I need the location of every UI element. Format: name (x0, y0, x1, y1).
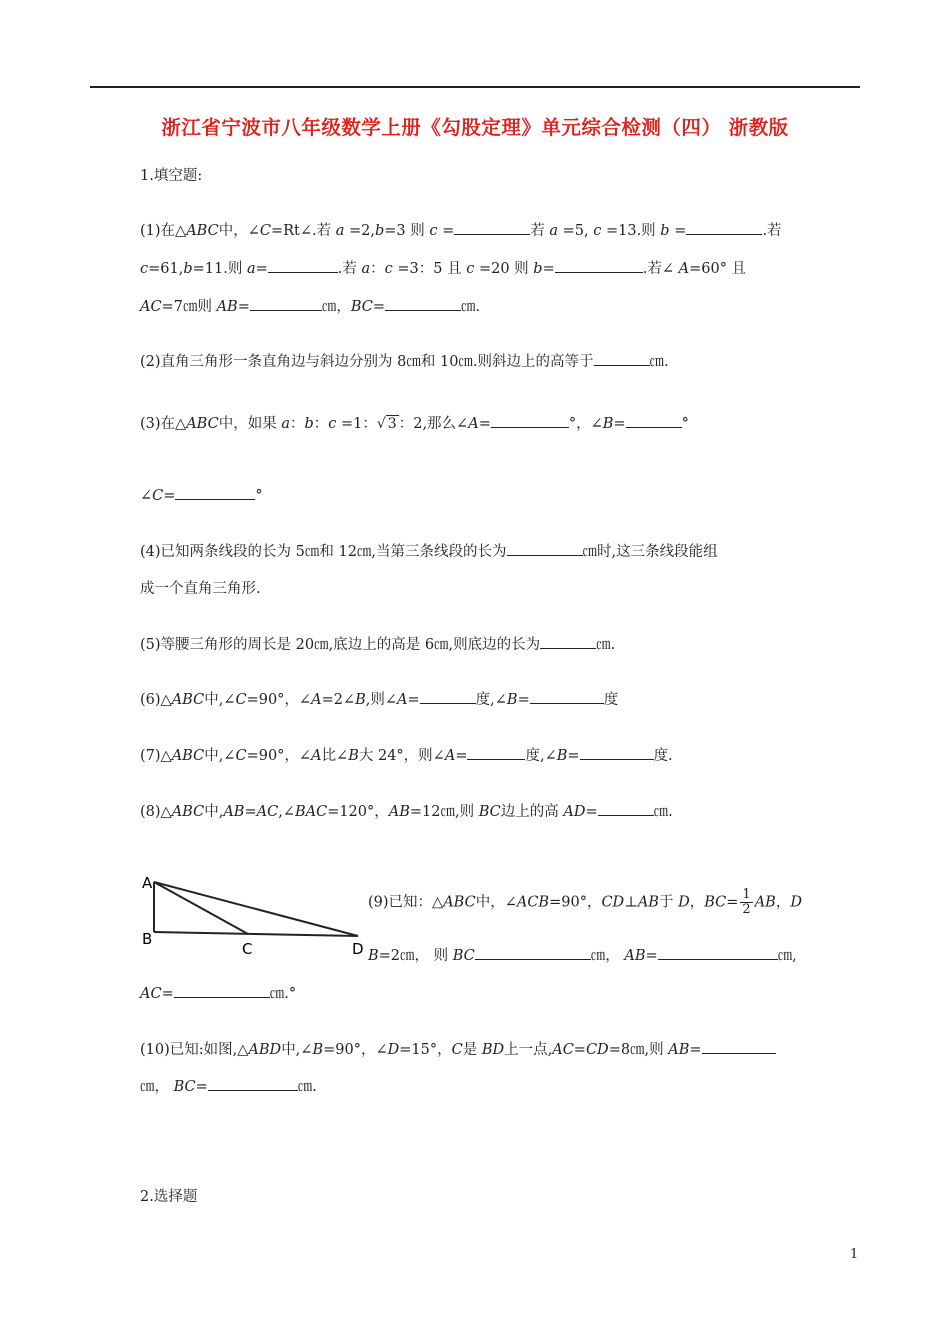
answer-blank[interactable] (250, 296, 322, 311)
question-4-line-1: (4)已知两条线段的长为 5㎝和 12㎝,当第三条线段的长为 ㎝时,这三条线段能组 (140, 541, 718, 562)
header-rule (90, 86, 860, 88)
question-9-line-2: B=2㎝， 则 BC ㎝， AB= ㎝, (368, 945, 797, 966)
sqrt-symbol: √ 3 (376, 416, 397, 432)
question-1-line-3: AC=7㎝则 AB= ㎝，BC= ㎝. (140, 296, 480, 317)
label-b: B (142, 930, 153, 948)
label-d: D (352, 940, 364, 958)
answer-blank[interactable] (208, 1076, 298, 1091)
question-9-line-1: (9)已知：△ABC中，∠ACB=90°，CD⊥AB于 D，BC= $\frac{1}{2}$ AB，D (368, 887, 802, 917)
answer-blank[interactable] (175, 485, 255, 500)
answer-blank[interactable] (385, 296, 461, 311)
question-6: (6)△ABC中,∠C=90°，∠A=2∠B,则∠A= 度,∠B= 度 (140, 689, 618, 710)
question-5: (5)等腰三角形的周长是 20㎝,底边上的高是 6㎝,则底边的长为 ㎝. (140, 634, 615, 655)
question-2: (2)直角三角形一条直角边与斜边分别为 8㎝和 10㎝.则斜边上的高等于 ㎝. (140, 351, 669, 372)
question-10-line-2: ㎝， BC= ㎝. (140, 1076, 317, 1097)
label-c: C (242, 940, 253, 958)
answer-blank[interactable] (507, 541, 583, 556)
answer-blank[interactable] (702, 1039, 776, 1054)
question-3-line-2: ∠C= ° (140, 485, 263, 506)
answer-blank[interactable] (467, 745, 525, 760)
answer-blank[interactable] (454, 220, 530, 235)
triangle-figure (140, 872, 372, 962)
section-multiple-choice: 2.选择题 (140, 1189, 198, 1205)
answer-blank[interactable] (686, 220, 762, 235)
page-title: 浙江省宁波市八年级数学上册《勾股定理》单元综合检测（四） 浙教版 (161, 116, 789, 139)
answer-blank[interactable] (475, 945, 591, 960)
question-7: (7)△ABC中,∠C=90°，∠A比∠B大 24°，则∠A= 度,∠B= 度. (140, 745, 673, 766)
question-1-line-1: (1)在△ABC中，∠C=Rt∠.若 a =2,b=3 则 c = 若 a =5, c =13.则 b = .若 (140, 220, 781, 241)
answer-blank[interactable] (580, 745, 654, 760)
answer-blank[interactable] (420, 689, 476, 704)
answer-blank[interactable] (598, 801, 654, 816)
label-a: A (142, 874, 153, 892)
segment-ac (154, 882, 248, 934)
answer-blank[interactable] (491, 413, 569, 428)
answer-blank[interactable] (555, 258, 643, 273)
answer-blank[interactable] (658, 945, 778, 960)
section-fill-blank: 1.填空题: (140, 168, 203, 184)
question-10-line-1: (10)已知:如图,△ABD中,∠B=90°，∠D=15°，C是 BD上一点,AC=CD=8㎝,则 AB= (140, 1039, 776, 1060)
answer-blank[interactable] (626, 413, 682, 428)
segment-ad (154, 882, 358, 936)
answer-blank[interactable] (530, 689, 604, 704)
answer-blank[interactable] (174, 983, 270, 998)
question-3-line-1: (3)在△ABC中，如果 a：b：c =1：√ 3 ：2,那么∠A= °，∠B= ° (140, 413, 689, 434)
question-1-line-2: c=61,b=11.则 a= .若 a：c =3：5 且 c =20 则 b= .若∠ A=60° 且 (140, 258, 746, 279)
question-8: (8)△ABC中,AB=AC,∠BAC=120°，AB=12㎝,则 BC边上的高 AD= ㎝. (140, 801, 673, 822)
fraction-one-half: $\frac{1}{2}$ (742, 887, 751, 917)
answer-blank[interactable] (594, 351, 650, 366)
page-number: 1 (850, 1247, 859, 1262)
question-4-line-2: 成一个直角三角形. (140, 581, 261, 597)
question-9-line-3: AC= ㎝.° (140, 983, 296, 1004)
answer-blank[interactable] (540, 634, 596, 649)
answer-blank[interactable] (268, 258, 338, 273)
segment-bd (154, 932, 358, 936)
